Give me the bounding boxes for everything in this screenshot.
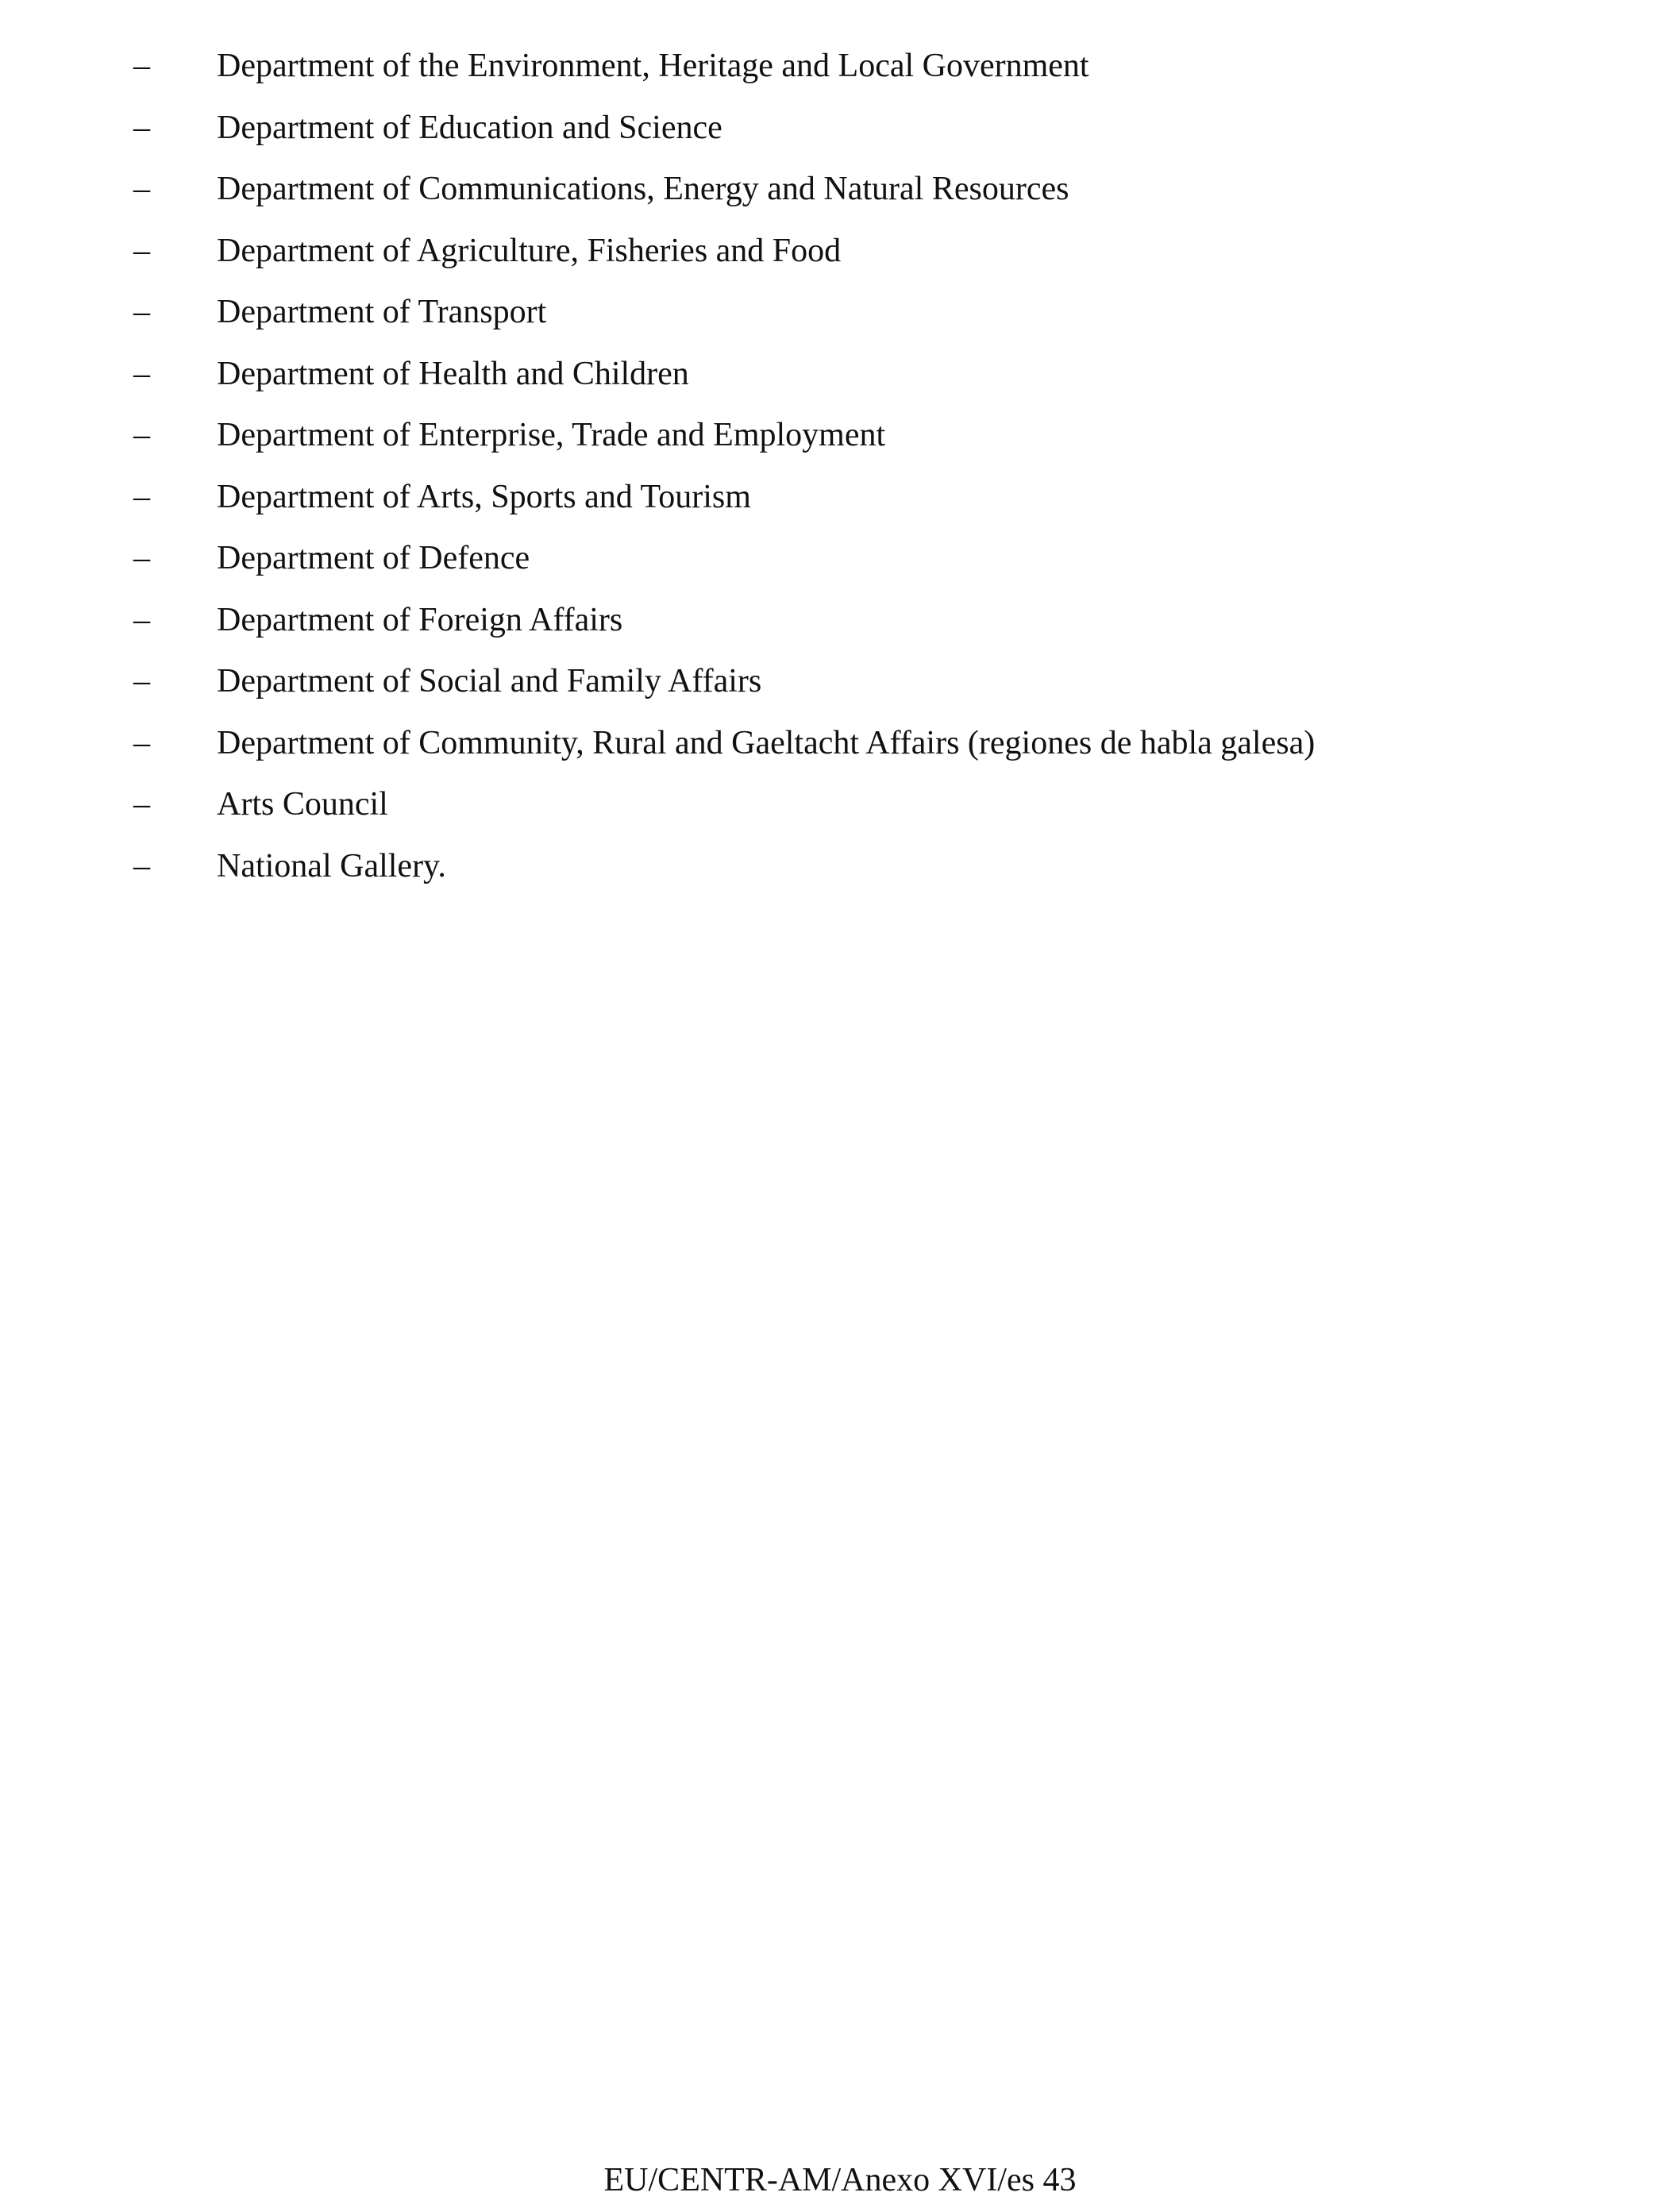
list-item [0, 41, 1680, 103]
list-item [0, 842, 1680, 904]
list-bullet: – [133, 786, 150, 823]
list-bullet: – [133, 171, 150, 207]
list-bullet: – [133, 232, 150, 269]
list-bullet: – [133, 601, 150, 638]
list-item-text: Department of Foreign Affairs [217, 601, 623, 638]
list-item [0, 595, 1680, 657]
list-item [0, 226, 1680, 288]
list-item [0, 287, 1680, 349]
page-footer-reference: EU/CENTR-AM/Anexo XVI/es 43 [603, 2162, 1077, 2198]
list-bullet: – [133, 847, 150, 884]
list-item [0, 164, 1680, 226]
list-bullet: – [133, 478, 150, 515]
list-item-text: Arts Council [217, 786, 388, 823]
list-item-text: Department of Defence [217, 540, 530, 576]
list-bullet: – [133, 540, 150, 576]
list-item [0, 657, 1680, 719]
list-item-text: Department of Agriculture, Fisheries and Food [217, 232, 842, 269]
list-item [0, 719, 1680, 780]
list-item [0, 472, 1680, 534]
list-item [0, 103, 1680, 165]
list-item-text: Department of Health and Children [217, 355, 689, 392]
list-item-text: Department of Community, Rural and Gaeltacht Affairs (regiones de habla galesa) [217, 724, 1316, 761]
list-item [0, 534, 1680, 595]
list-item [0, 410, 1680, 472]
list-item-text: Department of Communications, Energy and Natural Resources [217, 171, 1069, 207]
list-bullet: – [133, 109, 150, 146]
list-bullet: – [133, 48, 150, 84]
list-bullet: – [133, 417, 150, 453]
list-item-text: Department of the Environment, Heritage and Local Government [217, 48, 1089, 84]
list-item-text: Department of Arts, Sports and Tourism [217, 478, 751, 515]
list-bullet: – [133, 663, 150, 699]
list-bullet: – [133, 724, 150, 761]
list-item-text: Department of Enterprise, Trade and Employment [217, 417, 886, 453]
list-item-text: Department of Social and Family Affairs [217, 663, 762, 699]
list-item-text: National Gallery. [217, 847, 446, 884]
list-item [0, 780, 1680, 842]
list-item-text: Department of Transport [217, 294, 547, 330]
list-bullet: – [133, 294, 150, 330]
list-item-text: Department of Education and Science [217, 109, 722, 146]
list-item [0, 349, 1680, 411]
department-list [0, 41, 1680, 903]
list-bullet: – [133, 355, 150, 392]
